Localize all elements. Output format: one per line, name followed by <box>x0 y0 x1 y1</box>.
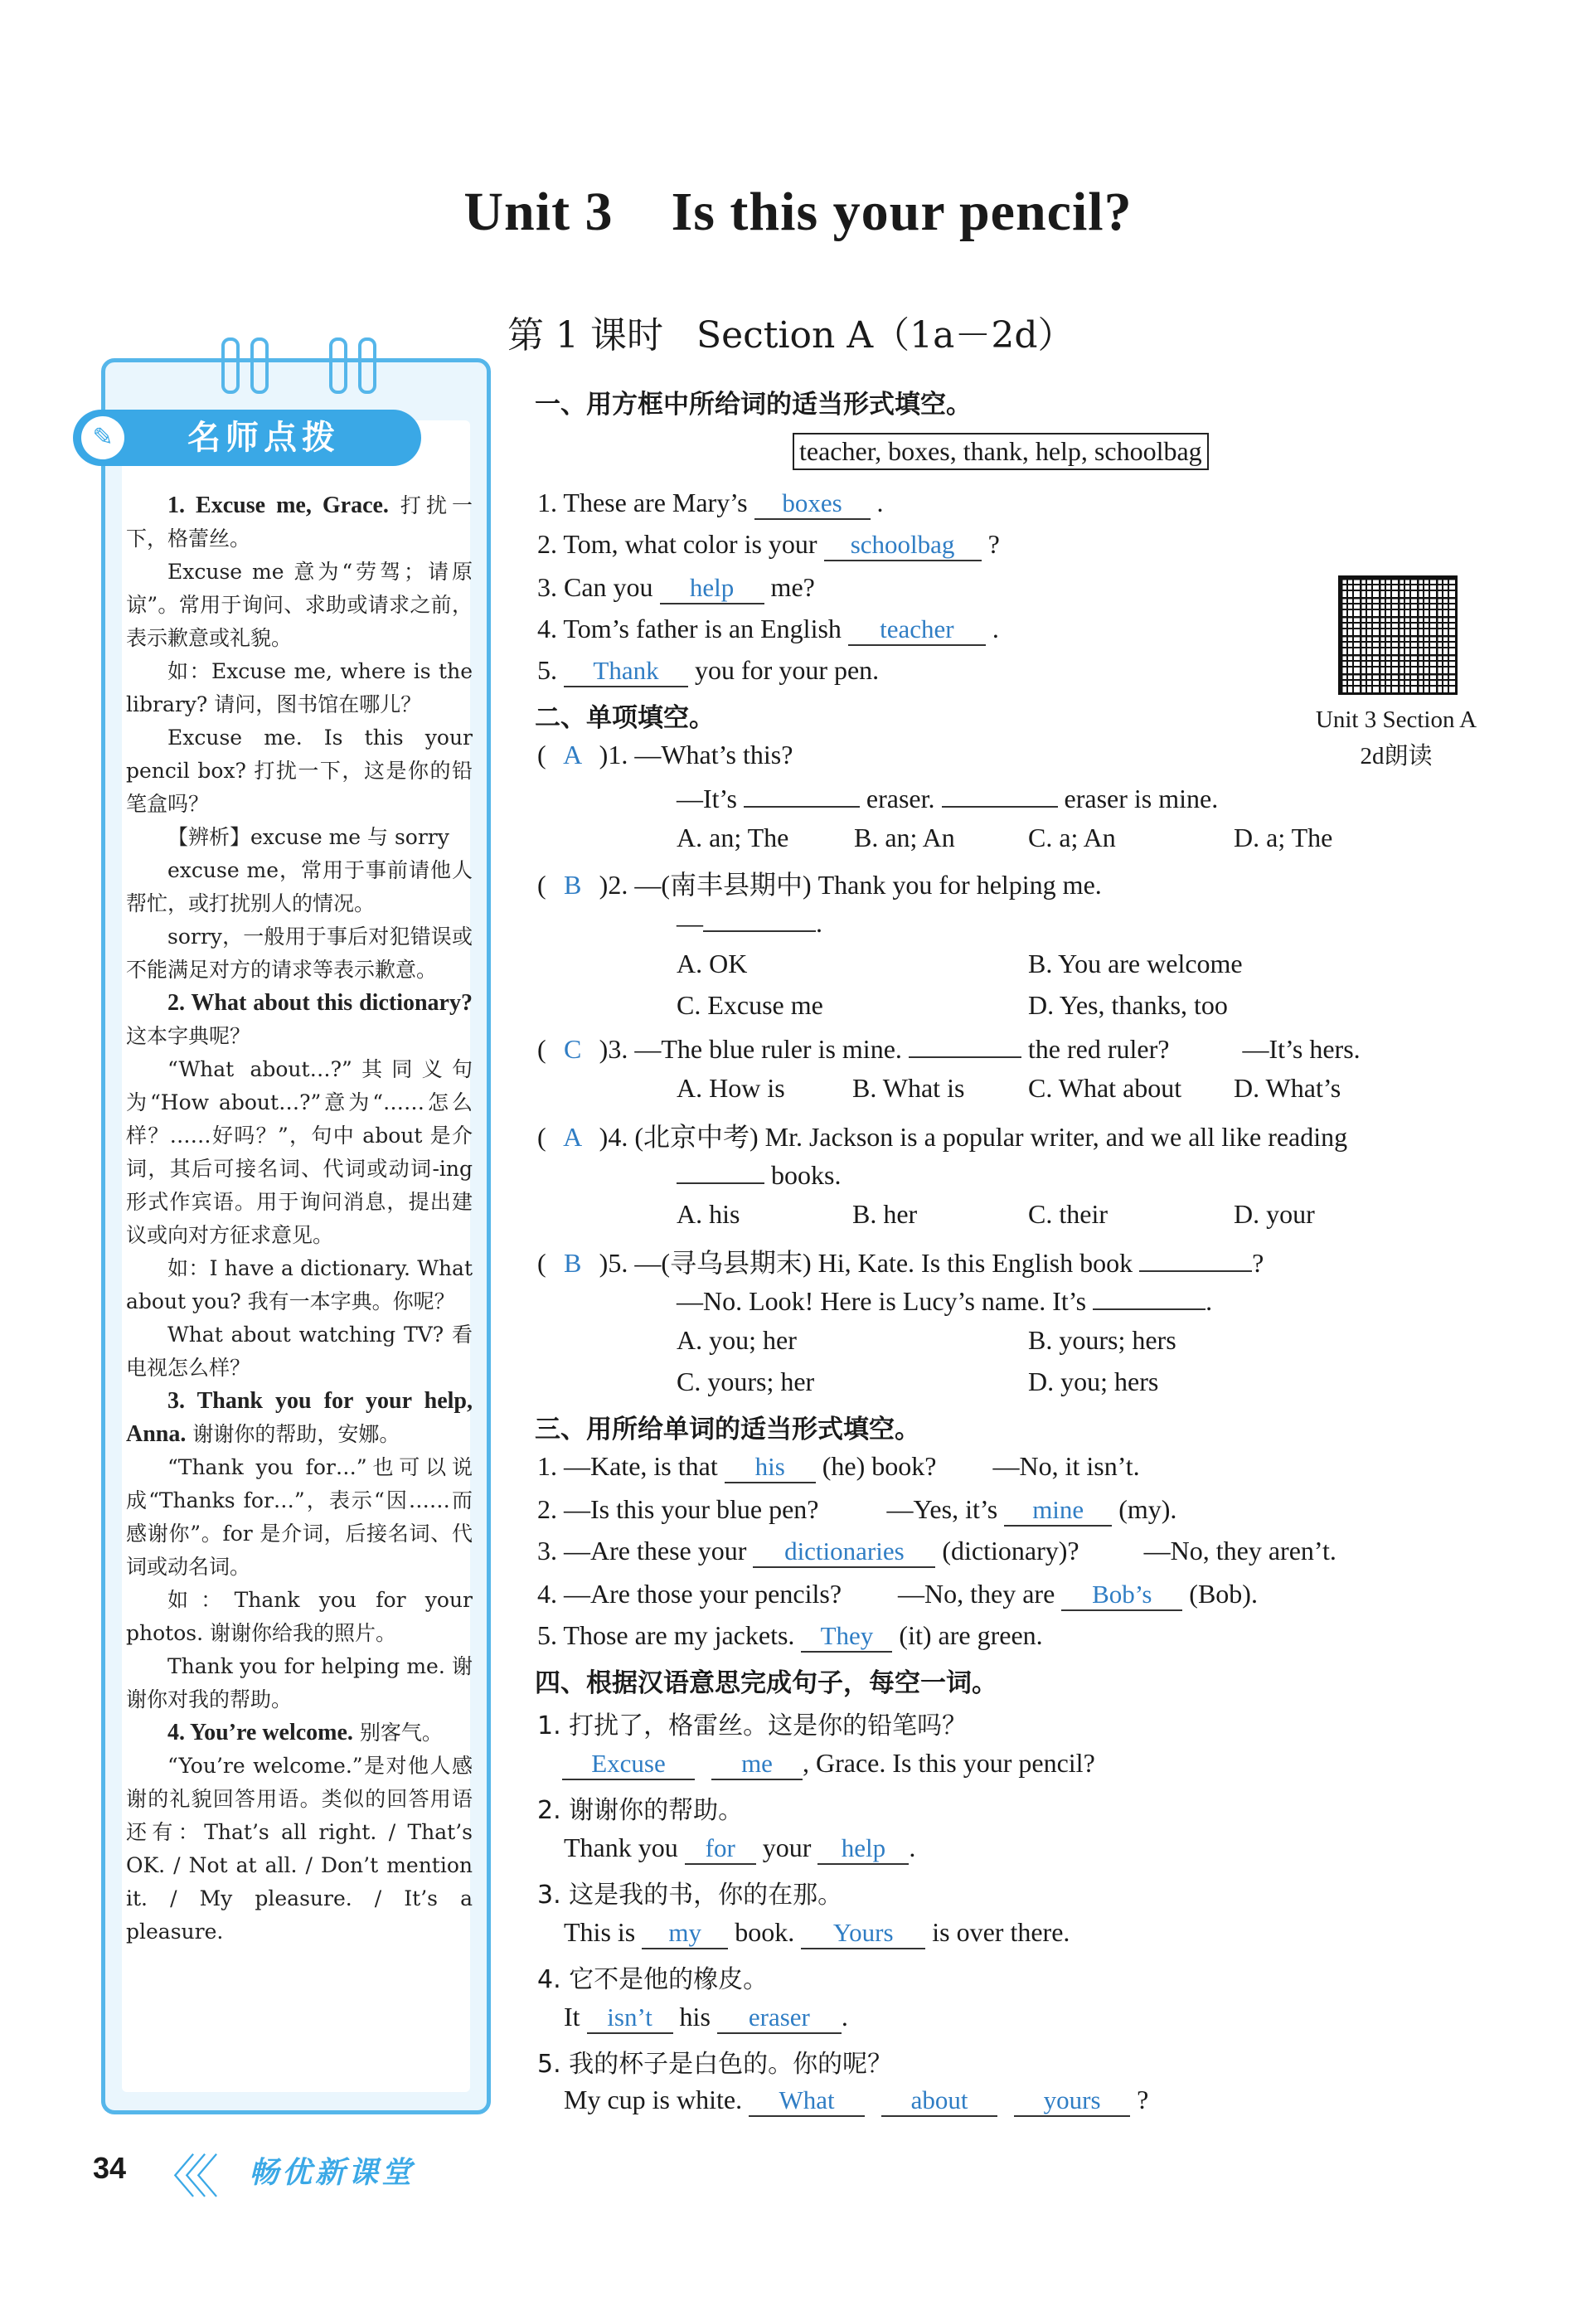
answer-blank[interactable]: yours <box>1014 2085 1130 2117</box>
tips-content <box>126 489 473 1949</box>
answer-blank[interactable]: What <box>749 2085 865 2117</box>
item-text: 3. Can you <box>537 572 653 602</box>
choice-answer[interactable]: B <box>563 1248 582 1278</box>
question-text: —It’s <box>677 784 737 813</box>
option[interactable]: A. you; her <box>677 1325 797 1355</box>
tip-text: 这本字典呢？ <box>126 1024 251 1048</box>
answer-blank[interactable]: help <box>817 1833 909 1865</box>
item-text: . <box>841 2002 848 2032</box>
option[interactable]: A. How is <box>677 1073 785 1103</box>
lesson-section: Section A（1a－2d） <box>696 314 1075 357</box>
question-text: the red ruler? <box>1027 1034 1170 1064</box>
item-text: (dictionary)? <box>942 1536 1079 1566</box>
answer-blank[interactable]: his <box>725 1452 816 1483</box>
mc-question-1-line2 <box>677 781 1218 814</box>
item-text: book. <box>735 1917 795 1947</box>
tip-paragraph <box>126 987 473 1053</box>
option[interactable]: D. your <box>1234 1199 1315 1229</box>
question-text: —It’s hers. <box>1242 1034 1361 1064</box>
item-text: 5. Those are my jackets. <box>537 1620 795 1650</box>
lesson-subtitle <box>507 305 1075 358</box>
item-text: —Yes, it’s <box>886 1494 998 1524</box>
choice-answer[interactable]: C <box>563 1034 582 1064</box>
mc-question-2: ( B )2. —(南丰县期中) Thank you for helping me. <box>537 870 1102 900</box>
chevron-left-icon: 〈〈〈 <box>149 2151 207 2205</box>
option[interactable]: D. you; hers <box>1028 1367 1159 1396</box>
tip-heading: 1. Excuse me, Grace. <box>167 493 389 518</box>
option[interactable]: B. an; An <box>854 823 955 852</box>
item-text: —No, they are <box>898 1579 1055 1609</box>
tip-text: sorry，一般用于事后对犯错误或不能满足对方的请求等表示歉意。 <box>126 925 473 982</box>
part1-item-3 <box>537 572 815 604</box>
tip-text: 如：Thank you for your photos. 谢谢你给我的照片。 <box>126 1588 473 1645</box>
option[interactable]: C. a; An <box>1028 823 1116 852</box>
part4-prompt-3: 3. 这是我的书，你的在那。 <box>537 1881 843 1910</box>
option[interactable]: D. Yes, thanks, too <box>1028 990 1228 1020</box>
mc-question-5-line2 <box>677 1284 1212 1317</box>
tip-paragraph <box>126 854 473 920</box>
qr-code[interactable] <box>1338 575 1458 695</box>
tip-text: 别客气。 <box>352 1721 443 1745</box>
item-text: 3. —Are these your <box>537 1536 747 1566</box>
answer-blank[interactable]: boxes <box>754 488 871 520</box>
item-text: 2. —Is this your blue pen? <box>537 1494 819 1524</box>
blank[interactable] <box>744 781 860 808</box>
blank[interactable] <box>942 781 1058 808</box>
tip-text: Thank you for helping me. 谢谢你对我的帮助。 <box>126 1654 473 1711</box>
blank[interactable] <box>1093 1284 1205 1310</box>
part1-item-4 <box>537 614 999 646</box>
part4-prompt-5: 5. 我的杯子是白色的。你的呢？ <box>537 2050 893 2079</box>
answer-blank[interactable]: Yours <box>801 1918 925 1949</box>
question-stem: )4. (北京中考) Mr. Jackson is a popular writer, and we all like reading <box>599 1122 1348 1152</box>
choice-answer[interactable]: B <box>563 870 582 900</box>
option[interactable]: A. OK <box>677 949 748 978</box>
lesson-number: 第 1 课时 <box>507 314 663 357</box>
part2-heading: 二、单项填空。 <box>535 703 715 733</box>
tip-paragraph <box>126 1053 473 1252</box>
blank[interactable] <box>1139 1245 1252 1272</box>
part4-answer-5 <box>564 2085 1148 2117</box>
item-text: me? <box>770 572 815 602</box>
binder-ring-icon <box>221 337 240 394</box>
tip-paragraph <box>126 721 473 821</box>
item-text: your <box>762 1833 812 1862</box>
question-stem: )3. —The blue ruler is mine. <box>599 1034 902 1064</box>
answer-blank[interactable]: help <box>660 573 764 604</box>
qr-label-line: Unit 3 Section A <box>1315 706 1477 733</box>
binder-ring-icon <box>329 337 347 394</box>
item-text: 1. —Kate, is that <box>537 1451 718 1481</box>
tip-paragraph <box>126 1650 473 1716</box>
blank[interactable] <box>703 905 816 932</box>
answer-blank[interactable]: eraser <box>717 2002 842 2034</box>
part1-item-1 <box>537 488 884 520</box>
item-text: his <box>679 2002 711 2032</box>
answer-blank[interactable]: Bob’s <box>1061 1580 1182 1611</box>
tip-text: What about watching TV? 看电视怎么样？ <box>126 1323 473 1380</box>
item-text: 2. Tom, what color is your <box>537 529 817 559</box>
option[interactable]: C. What about <box>1028 1073 1182 1103</box>
tip-paragraph <box>126 1318 473 1385</box>
mc-question-2-line2: — . <box>677 905 822 939</box>
tips-badge <box>73 410 421 466</box>
item-text: My cup is white. <box>564 2085 743 2114</box>
option[interactable]: D. a; The <box>1234 823 1333 852</box>
tip-text: 打扰一下，格蕾丝。 <box>126 493 473 551</box>
answer-blank[interactable]: They <box>801 1621 892 1653</box>
answer-blank[interactable]: Thank <box>564 656 688 687</box>
part4-answer-4 <box>564 2002 848 2034</box>
mc-question-1: ( A )1. —What’s this? <box>537 740 793 769</box>
mc-question-4: ( A )4. (北京中考) Mr. Jackson is a popular writer, and we all like reading <box>537 1122 1348 1152</box>
question-text: books. <box>771 1160 842 1190</box>
option[interactable]: B. yours; hers <box>1028 1325 1176 1355</box>
part3-item-1 <box>537 1451 1140 1483</box>
part1-heading: 一、用方框中所给词的适当形式填空。 <box>535 390 972 420</box>
tip-heading: 3. Thank you for your help, Anna. <box>126 1388 473 1447</box>
tip-paragraph <box>126 1252 473 1318</box>
question-text: —No. Look! Here is Lucy’s name. It’s <box>677 1286 1087 1316</box>
question-stem: )5. —(寻乌县期末) Hi, Kate. Is this English book <box>599 1248 1133 1278</box>
question-text: eraser is mine. <box>1064 784 1219 813</box>
item-text: —No, it isn’t. <box>992 1451 1140 1481</box>
tip-text: 如：Excuse me, where is the library? 请问，图书馆在哪儿？ <box>126 659 473 716</box>
question-stem: )1. —What’s this? <box>599 740 793 769</box>
page-number: 34 <box>93 2151 127 2185</box>
tip-paragraph <box>126 489 473 556</box>
answer-blank[interactable]: schoolbag <box>824 530 982 561</box>
part4-answer-3 <box>564 1917 1070 1949</box>
tip-paragraph <box>126 1451 473 1584</box>
unit-label: Unit 3 <box>463 182 614 242</box>
item-text: This is <box>564 1917 636 1947</box>
item-text: Thank you <box>564 1833 678 1862</box>
tip-text: “You’re welcome.”是对他人感谢的礼貌回答用语。类似的回答用语还有：That’s all right. / That’s OK. / Not at all. / Don’t mention it. / My pleasure. / It’s a pleasure. <box>126 1754 473 1944</box>
item-text: . <box>992 614 999 643</box>
blank[interactable] <box>677 1158 764 1184</box>
item-text: (it) are green. <box>899 1620 1043 1650</box>
option[interactable]: B. her <box>852 1199 918 1229</box>
tip-paragraph <box>126 1716 473 1750</box>
part1-item-5 <box>537 655 879 687</box>
question-text: — <box>677 908 703 938</box>
tip-heading: 2. What about this dictionary? <box>167 990 473 1016</box>
tip-paragraph <box>126 1750 473 1949</box>
question-text: eraser. <box>866 784 935 813</box>
answer-blank[interactable]: Excuse <box>562 1749 695 1780</box>
part4-prompt-1: 1. 打扰了，格雷丝。这是你的铅笔吗？ <box>537 1711 968 1740</box>
part4-answer-2 <box>564 1833 915 1865</box>
tip-paragraph <box>126 1584 473 1650</box>
item-text: ? <box>1137 2085 1149 2114</box>
part3-item-2 <box>537 1494 1176 1527</box>
question-stem: )2. —(南丰县期中) Thank you for helping me. <box>599 870 1102 900</box>
tip-text: Excuse me 意为“劳驾；请原谅”。常用于询问、求助或请求之前，表示歉意或礼貌。 <box>126 560 473 650</box>
qr-label <box>1298 701 1494 774</box>
answer-blank[interactable]: teacher <box>848 614 986 646</box>
option[interactable]: B. You are welcome <box>1028 949 1243 978</box>
pen-icon: ✎ <box>81 416 124 459</box>
item-text: (my). <box>1118 1494 1177 1524</box>
part4-heading: 四、根据汉语意思完成句子，每空一词。 <box>535 1668 997 1698</box>
tip-text: “What about…?”其同义句为“How about…?”意为“……怎么样？……好吗？”，句中 about 是介词，其后可接名词、代词或动词-ing 形式作宾语。用于询问消息，提出建议或向对方征求意见。 <box>126 1057 473 1247</box>
option[interactable]: A. his <box>677 1199 740 1229</box>
tip-text: “Thank you for…”也可以说成“Thanks for…”，表示“因……而感谢你”。for 是介词，后接名词、代词或动名词。 <box>126 1455 473 1579</box>
item-text: you for your pen. <box>695 655 880 685</box>
word-box: teacher, boxes, thank, help, schoolbag <box>793 433 1209 470</box>
item-text: 4. Tom’s father is an English <box>537 614 842 643</box>
part3-item-5 <box>537 1620 1043 1653</box>
item-text: , Grace. Is this your pencil? <box>803 1748 1095 1778</box>
answer-blank[interactable]: my <box>642 1918 728 1949</box>
binder-ring-icon <box>250 337 269 394</box>
option[interactable]: D. What’s <box>1234 1073 1341 1103</box>
answer-blank[interactable]: mine <box>1004 1495 1112 1527</box>
part3-heading: 三、用所给单词的适当形式填空。 <box>535 1415 920 1444</box>
part3-item-4 <box>537 1579 1258 1611</box>
item-text: (he) book? <box>822 1451 937 1481</box>
item-text: —No, they aren’t. <box>1143 1536 1336 1566</box>
binder-ring-icon <box>358 337 376 394</box>
item-text: It <box>564 2002 580 2032</box>
mc-question-5: ( B )5. —(寻乌县期末) Hi, Kate. Is this English book ? <box>537 1242 1264 1280</box>
mc-question-4-line2 <box>677 1158 841 1191</box>
unit-question: Is this your pencil? <box>671 182 1133 242</box>
option[interactable]: C. yours; her <box>677 1367 815 1396</box>
blank[interactable] <box>909 1032 1021 1058</box>
answer-blank[interactable]: dictionaries <box>753 1536 935 1568</box>
choice-answer[interactable]: A <box>563 1122 583 1152</box>
option[interactable]: C. their <box>1028 1199 1108 1229</box>
tip-paragraph <box>126 1385 473 1451</box>
tip-text: excuse me，常用于事前请他人帮忙，或打扰别人的情况。 <box>126 858 473 915</box>
tip-paragraph <box>126 920 473 987</box>
part3-item-3 <box>537 1536 1336 1568</box>
answer-blank[interactable]: me <box>711 1749 803 1780</box>
tip-paragraph <box>126 556 473 655</box>
part4-prompt-2: 2. 谢谢你的帮助。 <box>537 1796 744 1825</box>
tip-paragraph <box>126 821 473 854</box>
item-text: . <box>909 1833 916 1862</box>
tip-text: Excuse me. Is this your pencil box? 打扰一下，这是你的铅笔盒吗？ <box>126 726 473 816</box>
brand-logo: 畅优新课堂 <box>249 2156 415 2190</box>
item-text: 5. <box>537 655 557 685</box>
tip-text: 如：I have a dictionary. What about you? 我有一本字典。你呢？ <box>126 1256 473 1313</box>
part4-answer-1 <box>562 1748 1095 1780</box>
part1-item-2 <box>537 529 1000 561</box>
tips-badge-label: 名师点拨 <box>187 419 340 457</box>
qr-label-line: 2d朗读 <box>1360 743 1433 769</box>
choice-answer[interactable]: A <box>563 740 583 769</box>
tip-heading: 4. You’re welcome. <box>167 1720 353 1745</box>
option[interactable]: B. What is <box>852 1073 965 1103</box>
item-text: 1. These are Mary’s <box>537 488 748 517</box>
option[interactable]: A. an; The <box>677 823 789 852</box>
option[interactable]: C. Excuse me <box>677 990 823 1020</box>
answer-blank[interactable]: isn’t <box>587 2002 673 2034</box>
mc-question-3: ( C )3. —The blue ruler is mine. the red ruler? —It’s hers. <box>537 1032 1361 1065</box>
answer-blank[interactable]: for <box>685 1833 756 1865</box>
tip-paragraph <box>126 655 473 721</box>
item-text: 4. —Are those your pencils? <box>537 1579 842 1609</box>
item-text: (Bob). <box>1189 1579 1258 1609</box>
tip-text: 谢谢你的帮助，安娜。 <box>186 1422 400 1446</box>
page-title <box>0 181 1596 244</box>
item-text: is over there. <box>932 1917 1070 1947</box>
item-text: . <box>876 488 884 517</box>
question-text: . <box>1205 1286 1213 1316</box>
item-text: ? <box>987 529 1000 559</box>
answer-blank[interactable]: about <box>881 2085 997 2117</box>
question-text: ? <box>1252 1248 1264 1278</box>
tip-text: 【辨析】excuse me 与 sorry <box>167 825 449 849</box>
part4-prompt-4: 4. 它不是他的橡皮。 <box>537 1965 769 1994</box>
